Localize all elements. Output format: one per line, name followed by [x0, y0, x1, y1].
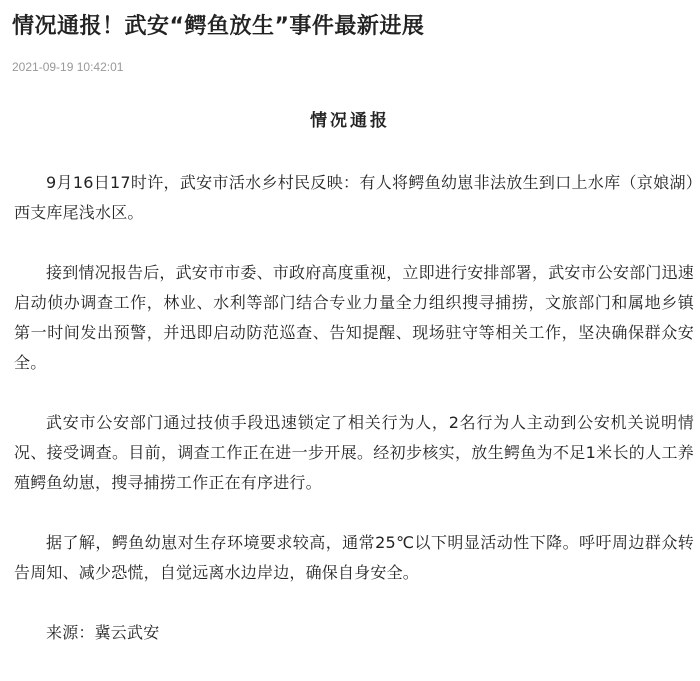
publish-timestamp: 2021-09-19 10:42:01 — [12, 60, 124, 74]
article-body — [14, 168, 694, 648]
paragraph-investigation: 武安市公安部门通过技侦手段迅速锁定了相关行为人，2名行为人主动到公安机关说明情况、接受调查。目前，调查工作正在进一步开展。经初步核实，放生鳄鱼为不足1米长的人工养殖鳄鱼幼崽，搜寻捕捞工作正在有序进行。 — [14, 413, 694, 492]
notice-heading: 情况通报 — [310, 111, 390, 131]
paragraph-public-advice: 据了解，鳄鱼幼崽对生存环境要求较高，通常25℃以下明显活动性下降。呼吁周边群众转告周知、减少恐慌，自觉远离水边岸边，确保自身安全。 — [14, 533, 694, 582]
paragraph-response-measures: 接到情况报告后，武安市市委、市政府高度重视，立即进行安排部署，武安市公安部门迅速启动侦办调查工作，林业、水利等部门结合专业力量全力组织搜寻捕捞，文旅部门和属地乡镇第一时间发出预警，并迅即启动防范巡查、告知提醒、现场驻守等相关工作，坚决确保群众安全。 — [14, 263, 695, 372]
article-title: 情况通报！武安“鳄鱼放生”事件最新进展 — [12, 14, 425, 39]
paragraph-source: 来源：冀云武安 — [46, 623, 160, 642]
paragraph-incident-report: 9月16日17时许，武安市活水乡村民反映：有人将鳄鱼幼崽非法放生到口上水库（京娘湖）西支库尾浅水区。 — [14, 173, 694, 222]
